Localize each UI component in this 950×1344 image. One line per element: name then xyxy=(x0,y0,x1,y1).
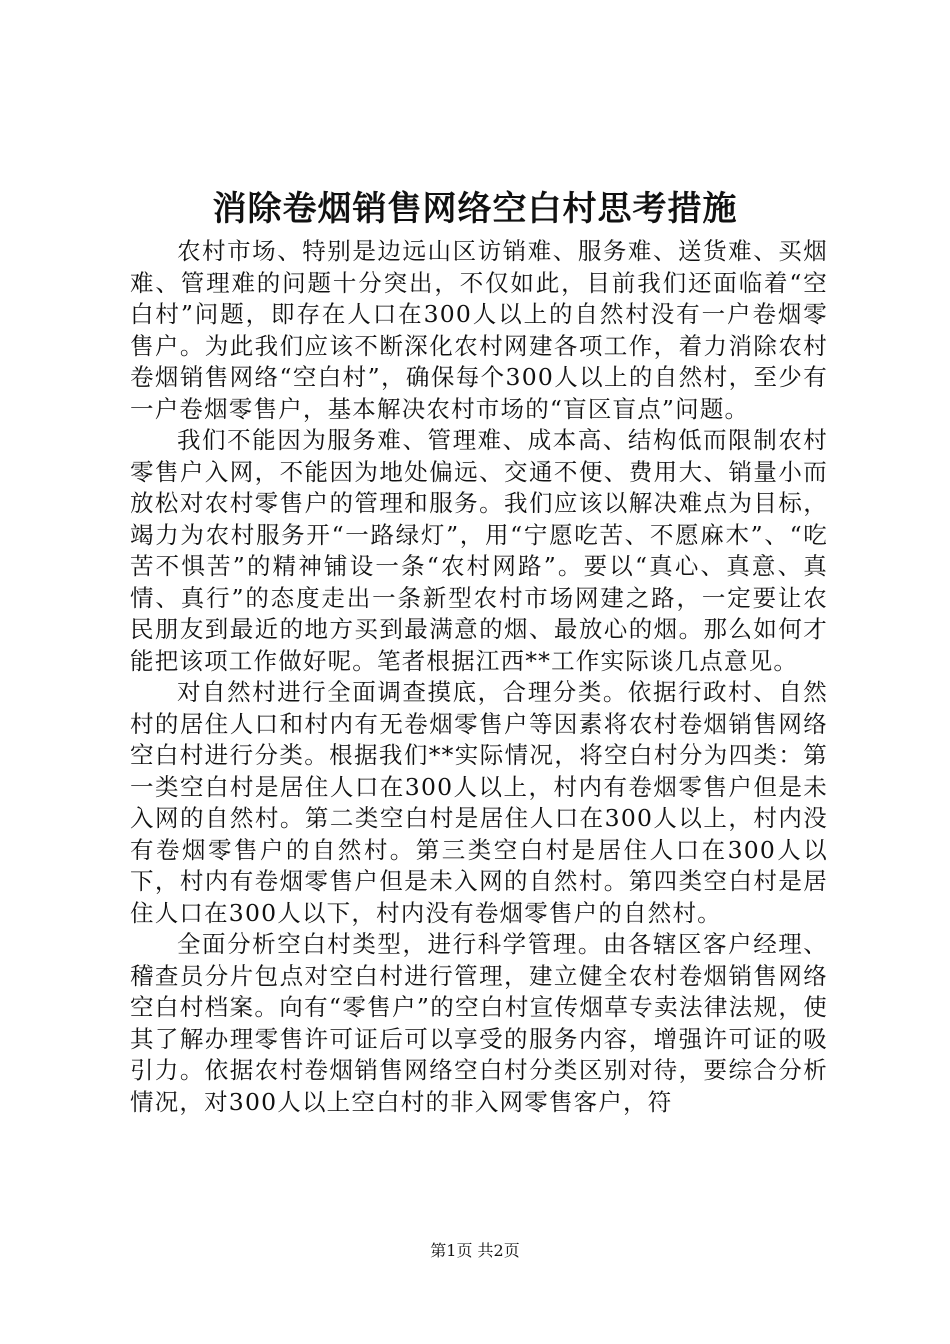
page-footer xyxy=(0,1240,950,1262)
body-paragraph: 对自然村进行全面调查摸底，合理分类。依据行政村、自然村的居住人口和村内有无卷烟零售户等因素将农村卷烟销售网络空白村进行分类。根据我们**实际情况，将空白村分为四类：第一类空白村是居住人口在300人以上，村内有卷烟零售户但是未入网的自然村。第二类空白村是居住人口在300人以上，村内没有卷烟零售户的自然村。第三类空白村是居住人口在300人以下，村内有卷烟零售户但是未入网的自然村。第四类空白村是居住人口在300人以下，村内没有卷烟零售户的自然村。 xyxy=(130,678,828,927)
body-paragraph: 全面分析空白村类型，进行科学管理。由各辖区客户经理、稽查员分片包点对空白村进行管理，建立健全农村卷烟销售网络空白村档案。向有“零售户”的空白村宣传烟草专卖法律法规，使其了解办理零售许可证后可以享受的服务内容，增强许可证的吸引力。依据农村卷烟销售网络空白村分类区别对待，要综合分析情况，对300人以上空白村的非入网零售客户，符 xyxy=(130,930,828,1116)
page-number: 第1页 xyxy=(430,1241,473,1260)
body-paragraph: 农村市场、特别是边远山区访销难、服务难、送货难、买烟难、管理难的问题十分突出，不仅如此，目前我们还面临着“空白村”问题，即存在人口在300人以上的自然村没有一户卷烟零售户。为此我们应该不断深化农村网建各项工作，着力消除农村卷烟销售网络“空白村”，确保每个300人以上的自然村，至少有一户卷烟零售户，基本解决农村市场的“盲区盲点”问题。 xyxy=(130,237,828,423)
document-title: 消除卷烟销售网络空白村思考措施 xyxy=(212,189,738,229)
page-total: 共2页 xyxy=(477,1241,520,1260)
body-paragraph: 我们不能因为服务难、管理难、成本高、结构低而限制农村零售户入网，不能因为地处偏远、交通不便、费用大、销量小而放松对农村零售户的管理和服务。我们应该以解决难点为目标，竭力为农村服务开“一路绿灯”，用“宁愿吃苦、不愿麻木”、“吃苦不惧苦”的精神铺设一条“农村网路”。要以“真心、真意、真情、真行”的态度走出一条新型农村市场网建之路，一定要让农民朋友到最近的地方买到最满意的烟、最放心的烟。那么如何才能把该项工作做好呢。笔者根据江西**工作实际谈几点意见。 xyxy=(130,426,828,675)
document-body xyxy=(130,236,828,1118)
